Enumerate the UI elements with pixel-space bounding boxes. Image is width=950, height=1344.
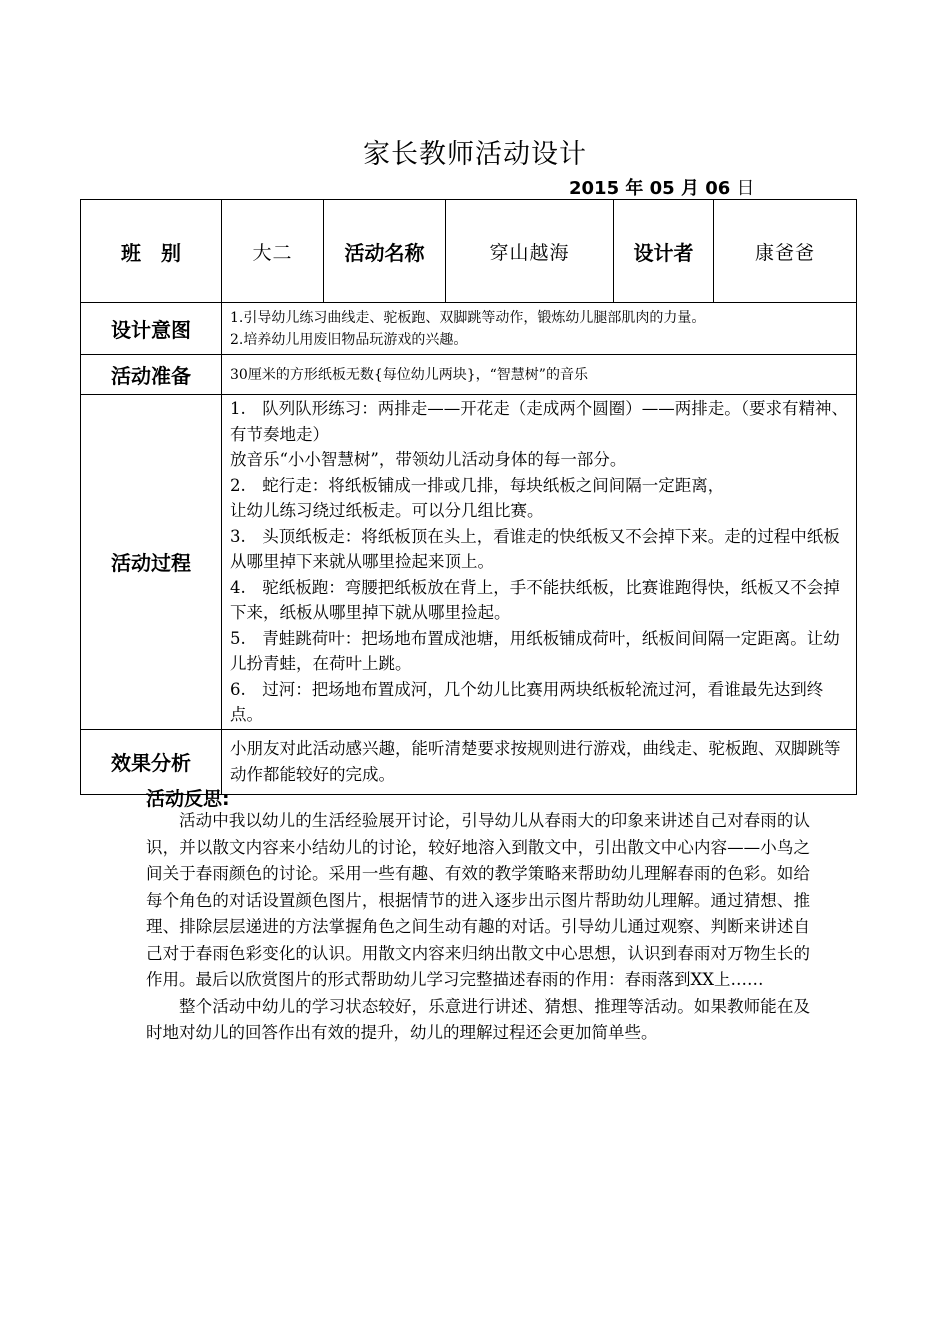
reflection-title: 活动反思: (146, 788, 230, 810)
intent-row (81, 303, 857, 355)
date-line (569, 174, 755, 200)
class-value: 大二 (222, 200, 324, 303)
intent-content (222, 303, 857, 355)
reflection-body (146, 808, 810, 1047)
date-day-char: 日 (736, 178, 755, 199)
process-step: 放音乐“小小智慧树”，带领幼儿活动身体的每一部分。 (230, 450, 627, 469)
process-step: 让幼儿练习绕过纸板走。可以分几组比赛。 (230, 501, 544, 520)
reflection-paragraph: 整个活动中幼儿的学习状态较好，乐意进行讲述、猜想、推理等活动。如果教师能在及时地对幼儿的回答作出有效的提升，幼儿的理解过程还会更加简单些。 (146, 996, 810, 1042)
intent-line: 1.引导幼儿练习曲线走、驼板跑、双脚跳等动作，锻炼幼儿腿部肌肉的力量。 (230, 309, 706, 326)
process-content (222, 395, 857, 730)
activity-name-label: 活动名称 (324, 200, 446, 303)
reflection-paragraph: 活动中我以幼儿的生活经验展开讨论，引导幼儿从春雨大的印象来讲述自己对春雨的认识，并以散文内容来小结幼儿的讨论，较好地溶入到散文中，引出散文中心内容——小鸟之间关于春雨颜色的讨论。采用一些有趣、有效的教学策略来帮助幼儿理解春雨的色彩。如给每个角色的对话设置颜色图片，根据情节的进入逐步出示图片帮助幼儿理解。通过猜想、推理、排除层层递进的方法掌握角色之间生动有趣的对话。引导幼儿通过观察、判断来讲述自己对于春雨色彩变化的认识。用散文内容来归纳出散文中心思想，认识到春雨对万物生长的作用。最后以欣赏图片的形式帮助幼儿学习完整描述春雨的作用：春雨落到XX上…… (146, 811, 810, 989)
process-step: 3. 头顶纸板走：将纸板顶在头上，看谁走的快纸板又不会掉下来。走的过程中纸板从哪里掉下来就从哪里捡起来顶上。 (230, 526, 840, 571)
process-step: 5. 青蛙跳荷叶：把场地布置成池塘，用纸板铺成荷叶，纸板间间隔一定距离。让幼儿扮青蛙，在荷叶上跳。 (230, 628, 840, 673)
process-label: 活动过程 (81, 395, 222, 730)
activity-name-value: 穿山越海 (446, 200, 614, 303)
process-row (81, 395, 857, 730)
prep-label: 活动准备 (81, 355, 222, 395)
intent-line: 2.培养幼儿用废旧物品玩游戏的兴趣。 (230, 331, 468, 348)
process-step: 1. 队列队形练习：两排走——开花走（走成两个圆圈）——两排走。（要求有精神、有节奏地走） (230, 399, 848, 444)
prep-row (81, 355, 857, 395)
effect-content: 小朋友对此活动感兴趣，能听清楚要求按规则进行游戏，曲线走、驼板跑、双脚跳等动作都能较好的完成。 (222, 729, 857, 794)
designer-value: 康爸爸 (714, 200, 857, 303)
process-step: 4. 驼纸板跑：弯腰把纸板放在背上，手不能扶纸板，比赛谁跑得快，纸板又不会掉下来，纸板从哪里掉下就从哪里捡起。 (230, 577, 840, 622)
header-row (81, 200, 857, 303)
page-title: 家长教师活动设计 (363, 139, 587, 170)
process-step: 2. 蛇行走：将纸板铺成一排或几排，每块纸板之间间隔一定距离， (230, 475, 725, 495)
activity-table (80, 199, 857, 795)
intent-label: 设计意图 (81, 303, 222, 355)
prep-content: 30厘米的方形纸板无数{每位幼儿两块}，“智慧树”的音乐 (222, 355, 857, 395)
process-step: 6. 过河：把场地布置成河，几个幼儿比赛用两块纸板轮流过河，看谁最先达到终点。 (230, 679, 824, 724)
class-label: 班 别 (81, 200, 222, 303)
date-value: 2015 年 05 月 06 (569, 178, 731, 199)
effect-label: 效果分析 (81, 729, 222, 794)
designer-label: 设计者 (614, 200, 714, 303)
